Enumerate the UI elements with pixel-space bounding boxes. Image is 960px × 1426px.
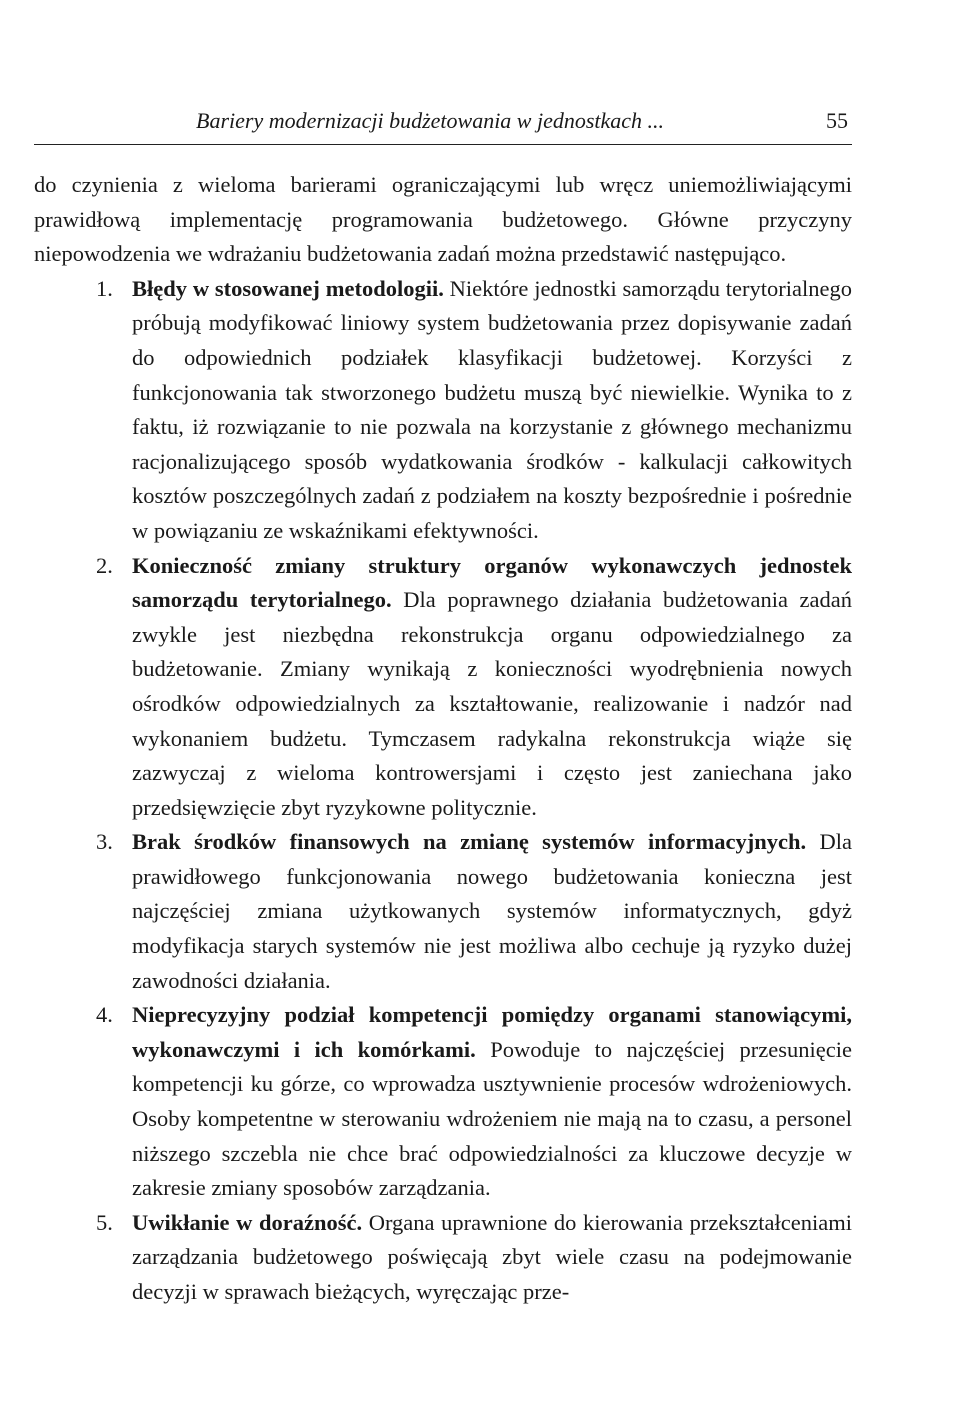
list-item-lead: Konieczność zmiany struktury organów wykonawczych jednostek samorządu terytorialnego.: [132, 552, 852, 613]
list-item-text: Organa uprawnione do kierowania przekształceniami zarządzania budżetowego poświęcają zbyt wiele czasu na podejmowanie decyzji w sprawach bieżących, wyręczając prze-: [132, 1209, 853, 1304]
list-item: [34, 549, 852, 826]
list-item: [34, 1206, 852, 1310]
list-item-text: Dla poprawnego działania budżetowania zadań zwykle jest niezbędna rekonstrukcja organu odpowiedzialnego za budżetowanie. Zmiany wynikają z konieczności wyodrębnienia nowych ośrodków odpowiedzialnych za kształtowanie, realizowanie i nadzór nad wykonaniem budżetu. Tymczasem radykalna rekonstrukcja wiąże się zazwyczaj z wieloma kontrowersjami i często jest zaniechana jako przedsięwzięcie zbyt ryzykowne politycznie.: [132, 587, 852, 820]
list-item-lead: Błędy w stosowanej metodologii.: [132, 275, 450, 301]
list-item: [34, 272, 852, 549]
list-item-lead: Uwikłanie w doraźność.: [132, 1209, 369, 1235]
running-header: [34, 104, 852, 145]
list-item-number: 2.: [96, 552, 113, 578]
list-item-lead: Brak środków finansowych na zmianę systemów informacyjnych.: [132, 829, 820, 855]
list-item: [34, 825, 852, 998]
list-item-number: 1.: [96, 275, 113, 301]
list-item-lead: Nieprecyzyjny podział kompetencji pomiędzy organami stanowiącymi, wykonawczymi i ich komórkami.: [132, 1002, 852, 1062]
list-item-text: Powoduje to najczęściej przesunięcie kompetencji ku górze, co wprowadza usztywnienie procesów wdrożeniowych. Osoby kompetentne w sterowaniu wdrożeniem nie mają na to czasu, a personel niższego szczebla nie chce brać odpowiedzialności za kluczowe decyzje w zakresie zmiany sposobów zarządzania.: [132, 1036, 852, 1201]
intro-paragraph: do czynienia z wieloma barierami ograniczającymi lub wręcz uniemożliwiającymi prawidłową implementację programowania budżetowego. Główne przyczyny niepowodzenia we wdrażaniu budżetowania zadań można przedstawić następująco.: [34, 172, 852, 267]
page-number: 55: [826, 108, 848, 133]
list-item-number: 4.: [96, 1002, 113, 1028]
barrier-list: [34, 272, 852, 1310]
list-item-number: 5.: [96, 1209, 113, 1235]
list-item-text: Niektóre jednostki samorządu terytorialnego próbują modyfikować liniowy system budżetowania przez dopisywanie zadań do odpowiednich podziałek klasyfikacji budżetowej. Korzyści z funkcjonowania tak stworzonego budżetu muszą być niewielkie. Wynika to z faktu, iż rozwiązanie to nie pozwala na korzystanie z głównego mechanizmu racjonalizującego sposób wydatkowania środków - kalkulacji całkowitych kosztów poszczególnych zadań z podziałem na koszty bezpośrednie i pośrednie w powiązaniu ze wskaźnikami efektywności.: [132, 275, 852, 543]
page-body: [34, 168, 852, 1310]
list-item-number: 3.: [96, 829, 113, 855]
running-title: Bariery modernizacji budżetowania w jednostkach ...: [196, 108, 665, 133]
list-item: [34, 998, 852, 1206]
list-item-text: Dla prawidłowego funkcjonowania nowego budżetowania konieczna jest najczęściej zmiana użytkowanych systemów informatycznych, gdyż modyfikacja starych systemów nie jest możliwa albo cechuje ją ryzyko dużej zawodności działania.: [132, 829, 852, 993]
